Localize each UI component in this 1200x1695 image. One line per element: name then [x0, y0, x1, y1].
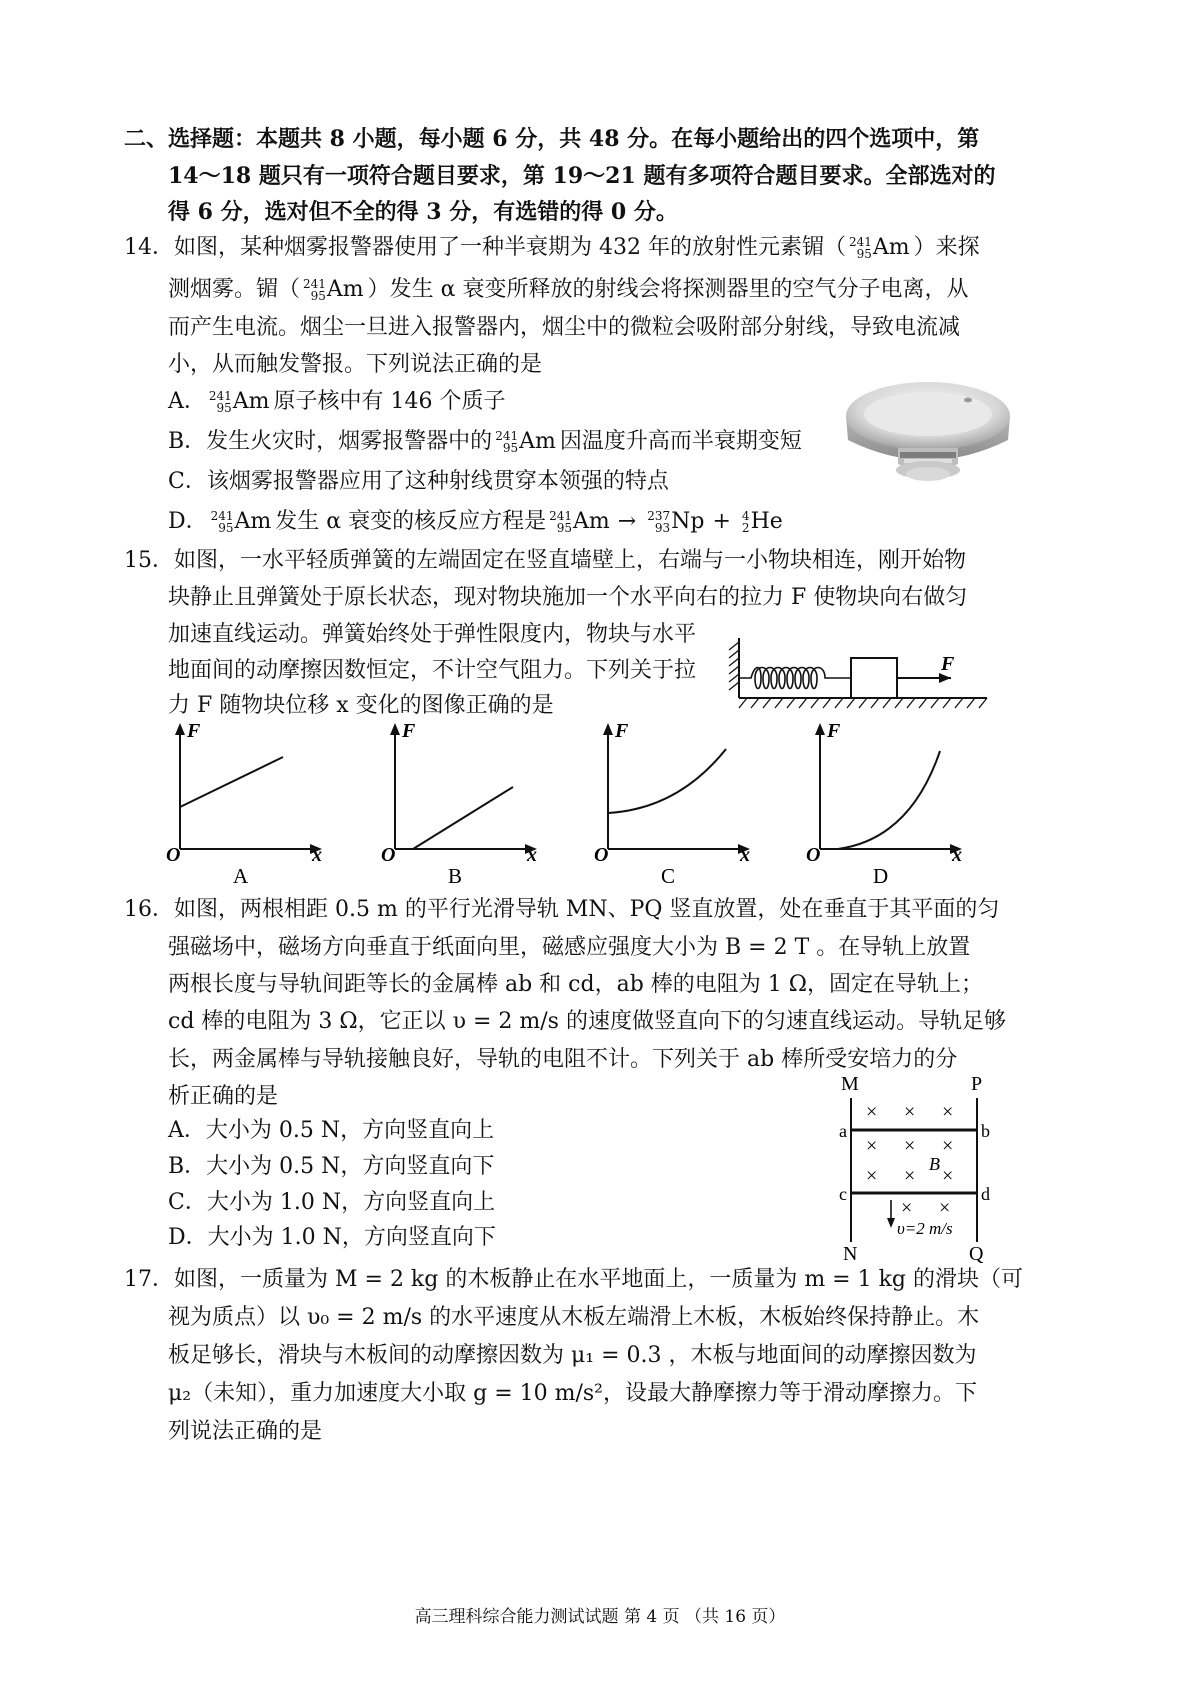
svg-text:b: b	[981, 1121, 990, 1141]
svg-text:O: O	[381, 844, 396, 866]
svg-text:×: ×	[939, 1197, 951, 1219]
q14-line1: 14．如图，某种烟雾报警器使用了一种半衰期为 432 年的放射性元素镅（ 241 95 Am ）来探	[124, 235, 980, 261]
svg-text:O: O	[594, 844, 609, 866]
q15-line3: 加速直线运动。弹簧始终处于弹性限度内，物块与水平	[168, 622, 697, 647]
graph-a	[160, 715, 330, 885]
svg-text:c: c	[839, 1184, 847, 1204]
smoke-detector-image	[838, 368, 1018, 496]
q14-number: 14．	[124, 235, 174, 260]
q17-line4: μ₂（未知），重力加速度大小取 g = 10 m/s²，设最大静摩擦力等于滑动摩擦力。下	[168, 1381, 977, 1406]
section-header-line1: 二、选择题：本题共 8 小题，每小题 6 分，共 48 分。在每小题给出的四个选项中，第	[124, 126, 980, 152]
svg-text:F: F	[402, 720, 416, 742]
svg-text:x: x	[527, 844, 537, 866]
q16-line1: 16．如图，两根相距 0.5 m 的平行光滑导轨 MN、PQ 竖直放置，处在垂直于其平面的匀	[124, 897, 1000, 922]
q14-option-d: D． 241 95 Am 发生 α 衰变的核反应方程是 241 95 Am → 237 93 Np + 4 2 He	[168, 509, 783, 535]
q14-option-c: C．该烟雾报警器应用了这种射线贯穿本领强的特点	[168, 469, 669, 494]
q16-line6: 析正确的是	[168, 1084, 279, 1109]
graph-d	[800, 715, 970, 885]
svg-text:F: F	[827, 720, 841, 742]
q15-line2: 块静止且弹簧处于原长状态，现对物块施加一个水平向右的拉力 F 使物块向右做匀	[168, 585, 968, 610]
q16-option-b: B．大小为 0.5 N，方向竖直向下	[168, 1154, 495, 1179]
svg-text:Q: Q	[969, 1243, 984, 1265]
q17-line1: 17．如图，一质量为 M = 2 kg 的木板静止在水平地面上，一质量为 m = 1 kg 的滑块（可	[124, 1267, 1024, 1292]
section-header-line3: 得 6 分，选对但不全的得 3 分，有选错的得 0 分。	[168, 199, 678, 225]
rails-diagram	[835, 1070, 1005, 1270]
block	[851, 658, 897, 698]
q16-line4: cd 棒的电阻为 3 Ω，它正以 υ = 2 m/s 的速度做竖直向下的匀速直线运动。导轨足够	[168, 1009, 1006, 1034]
svg-text:O: O	[806, 844, 821, 866]
svg-text:×: ×	[904, 1165, 916, 1187]
svg-text:x: x	[740, 844, 750, 866]
graph-b	[375, 715, 545, 885]
svg-text:×: ×	[942, 1165, 954, 1187]
q14-option-b: B．发生火灾时，烟雾报警器中的 241 95 Am 因温度升高而半衰期变短	[168, 429, 802, 455]
q16-line5: 长，两金属棒与导轨接触良好，导轨的电阻不计。下列关于 ab 棒所受安培力的分	[168, 1047, 958, 1072]
q14-line2: 测烟雾。镅（ 241 95 Am ）发生 α 衰变所释放的射线会将探测器里的空气分子电离，从	[168, 277, 969, 303]
q16-line2: 强磁场中，磁场方向垂直于纸面向里，磁感应强度大小为 B = 2 T 。在导轨上放置	[168, 935, 971, 960]
svg-text:×: ×	[901, 1197, 913, 1219]
q17-line2: 视为质点）以 υ₀ = 2 m/s 的水平速度从木板左端滑上木板，木板始终保持静止。木	[168, 1305, 980, 1330]
svg-text:×: ×	[942, 1135, 954, 1157]
svg-text:×: ×	[866, 1135, 878, 1157]
q16-option-c: C．大小为 1.0 N，方向竖直向上	[168, 1190, 496, 1215]
graph-a-label: A	[233, 864, 249, 885]
svg-text:×: ×	[866, 1165, 878, 1187]
graph-c	[588, 715, 758, 885]
svg-text:M: M	[841, 1073, 859, 1095]
q17-line5: 列说法正确的是	[168, 1419, 323, 1444]
am-isotope: 241 95	[303, 277, 326, 303]
q14-text-1a: 如图，某种烟雾报警器使用了一种半衰期为 432 年的放射性元素镅（	[174, 235, 846, 260]
svg-text:×: ×	[904, 1101, 916, 1123]
svg-text:a: a	[839, 1121, 847, 1141]
svg-text:F: F	[615, 720, 629, 742]
svg-text:x: x	[952, 844, 962, 866]
q14-line3: 而产生电流。烟尘一旦进入报警器内，烟尘中的微粒会吸附部分射线，导致电流减	[168, 315, 961, 340]
force-label: F	[941, 653, 955, 675]
page-footer: 高三理科综合能力测试试题 第 4 页 （共 16 页）	[414, 1607, 786, 1627]
graph-c-label: C	[661, 864, 676, 885]
q14-line4: 小，从而触发警报。下列说法正确的是	[168, 352, 543, 377]
am-isotope: 241 95	[848, 235, 872, 261]
svg-text:F: F	[187, 720, 201, 742]
q15-line1: 15．如图，一水平轻质弹簧的左端固定在竖直墙壁上，右端与一小物块相连，刚开始物	[124, 548, 967, 573]
svg-text:υ=2 m/s: υ=2 m/s	[897, 1219, 953, 1238]
svg-text:P: P	[971, 1073, 983, 1095]
q14-option-a: A． 241 95 Am 原子核中有 146 个质子	[168, 389, 506, 415]
q14-text-1b: ）来探	[913, 235, 980, 260]
svg-text:O: O	[166, 844, 181, 866]
q15-line5: 力 F 随物块位移 x 变化的图像正确的是	[168, 693, 554, 718]
q16-option-a: A．大小为 0.5 N，方向竖直向上	[168, 1118, 495, 1143]
svg-text:×: ×	[866, 1101, 878, 1123]
q16-option-d: D．大小为 1.0 N，方向竖直向下	[168, 1225, 496, 1250]
spring	[739, 668, 851, 689]
svg-text:d: d	[981, 1184, 990, 1204]
q17-line3: 板足够长，滑块与木板间的动摩擦因数为 μ₁ = 0.3 ，木板与地面间的动摩擦因数为	[168, 1343, 977, 1368]
svg-text:B: B	[929, 1154, 940, 1174]
svg-text:N: N	[843, 1243, 858, 1265]
section-header-line2: 14～18 题只有一项符合题目要求，第 19～21 题有多项符合题目要求。全部选对的	[168, 163, 996, 189]
graph-b-label: B	[448, 864, 463, 885]
q16-line3: 两根长度与导轨间距等长的金属棒 ab 和 cd，ab 棒的电阻为 1 Ω，固定在导轨上；	[168, 972, 984, 997]
svg-text:×: ×	[904, 1135, 916, 1157]
svg-text:×: ×	[942, 1101, 954, 1123]
q15-line4: 地面间的动摩擦因数恒定，不计空气阻力。下列关于拉	[168, 658, 697, 683]
svg-text:x: x	[312, 844, 322, 866]
graph-d-label: D	[873, 864, 889, 885]
spring-block-diagram	[725, 636, 995, 716]
